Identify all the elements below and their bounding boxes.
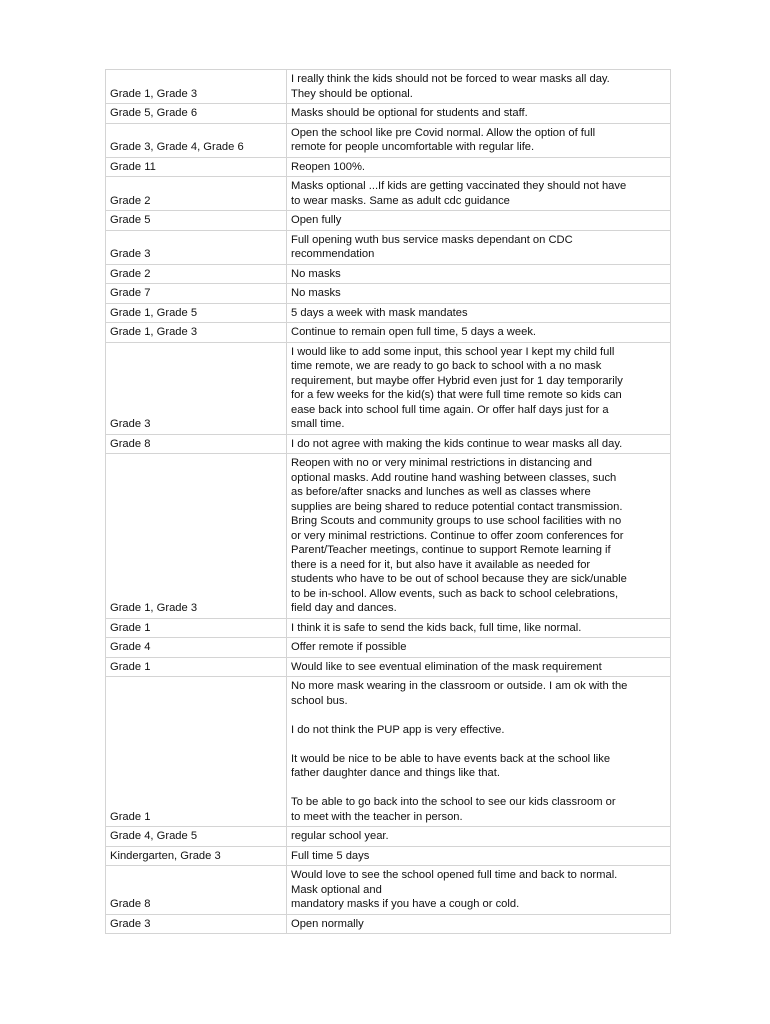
response-cell: Would like to see eventual elimination of the mask requirement: [287, 657, 671, 677]
table-row: [106, 284, 671, 304]
table-row: [106, 866, 671, 915]
survey-response-sheet: [105, 69, 664, 934]
grade-cell: Grade 2: [106, 177, 287, 211]
grade-cell: Grade 3: [106, 914, 287, 934]
table-row: [106, 323, 671, 343]
response-cell: I think it is safe to send the kids back, full time, like normal.: [287, 618, 671, 638]
response-cell: Masks optional ...If kids are getting vaccinated they should not have to wear masks. Same as adult cdc guidance: [287, 177, 671, 211]
table-row: [106, 230, 671, 264]
response-cell: Reopen 100%.: [287, 157, 671, 177]
grade-cell: Grade 1: [106, 657, 287, 677]
table-row: [106, 211, 671, 231]
table-row: [106, 342, 671, 434]
response-cell: Full time 5 days: [287, 846, 671, 866]
response-cell: No masks: [287, 264, 671, 284]
response-cell: I do not agree with making the kids continue to wear masks all day.: [287, 434, 671, 454]
grade-cell: Kindergarten, Grade 3: [106, 846, 287, 866]
table-row: [106, 264, 671, 284]
grade-cell: Grade 4: [106, 638, 287, 658]
table-row: [106, 638, 671, 658]
response-cell: I really think the kids should not be forced to wear masks all day. They should be optional.: [287, 70, 671, 104]
table-row: [106, 70, 671, 104]
response-cell: Full opening wuth bus service masks dependant on CDC recommendation: [287, 230, 671, 264]
grade-cell: Grade 1: [106, 618, 287, 638]
table-row: [106, 123, 671, 157]
grade-cell: Grade 3: [106, 342, 287, 434]
grade-cell: Grade 8: [106, 866, 287, 915]
grade-cell: Grade 1, Grade 5: [106, 303, 287, 323]
table-row: [106, 914, 671, 934]
grade-cell: Grade 1, Grade 3: [106, 70, 287, 104]
response-cell: Masks should be optional for students and staff.: [287, 104, 671, 124]
table-row: [106, 657, 671, 677]
response-cell: Open fully: [287, 211, 671, 231]
response-cell: Open normally: [287, 914, 671, 934]
grade-cell: Grade 5, Grade 6: [106, 104, 287, 124]
grade-cell: Grade 3: [106, 230, 287, 264]
response-cell: Offer remote if possible: [287, 638, 671, 658]
survey-response-table: [105, 69, 671, 934]
response-cell: No masks: [287, 284, 671, 304]
grade-cell: Grade 5: [106, 211, 287, 231]
grade-cell: Grade 8: [106, 434, 287, 454]
table-row: [106, 104, 671, 124]
response-cell: Reopen with no or very minimal restrictions in distancing and optional masks. Add routine hand washing between classes, such as before/after snacks and lunches as well as classes where supplies are being shared to reduce potential contact transmission. Bring Scouts and community groups to use school facilities with no or very minimal restrictions. Continue to offer zoom conferences for Parent/Teacher meetings, continue to support Remote learning if there is a need for it, but also have it available as needed for students who have to be out of school because they are sick/unable to be in-school. Allow events, such as back to school celebrations, field day and dances.: [287, 454, 671, 619]
grade-cell: Grade 1: [106, 677, 287, 827]
response-cell: Open the school like pre Covid normal. Allow the option of full remote for people uncomfortable with regular life.: [287, 123, 671, 157]
table-row: [106, 434, 671, 454]
table-row: [106, 177, 671, 211]
grade-cell: Grade 2: [106, 264, 287, 284]
table-row: [106, 846, 671, 866]
response-cell: I would like to add some input, this school year I kept my child full time remote, we are ready to go back to school with a no mask requirement, but maybe offer Hybrid even just for 1 day temporarily for a few weeks for the kid(s) that were full time remote so kids can ease back into school full time again. Or offer half days just for a small time.: [287, 342, 671, 434]
table-row: [106, 157, 671, 177]
response-cell: No more mask wearing in the classroom or outside. I am ok with the school bus. I do not think the PUP app is very effective. It would be nice to be able to have events back at the school like father daughter dance and things like that. To be able to go back into the school to see our kids classroom or to meet with the teacher in person.: [287, 677, 671, 827]
grade-cell: Grade 11: [106, 157, 287, 177]
table-row: [106, 677, 671, 827]
grade-cell: Grade 7: [106, 284, 287, 304]
response-cell: Continue to remain open full time, 5 days a week.: [287, 323, 671, 343]
response-cell: Would love to see the school opened full time and back to normal. Mask optional and mandatory masks if you have a cough or cold.: [287, 866, 671, 915]
table-body: [106, 70, 671, 934]
table-row: [106, 303, 671, 323]
response-cell: regular school year.: [287, 827, 671, 847]
table-row: [106, 827, 671, 847]
grade-cell: Grade 1, Grade 3: [106, 454, 287, 619]
table-row: [106, 454, 671, 619]
grade-cell: Grade 3, Grade 4, Grade 6: [106, 123, 287, 157]
grade-cell: Grade 4, Grade 5: [106, 827, 287, 847]
table-row: [106, 618, 671, 638]
grade-cell: Grade 1, Grade 3: [106, 323, 287, 343]
response-cell: 5 days a week with mask mandates: [287, 303, 671, 323]
